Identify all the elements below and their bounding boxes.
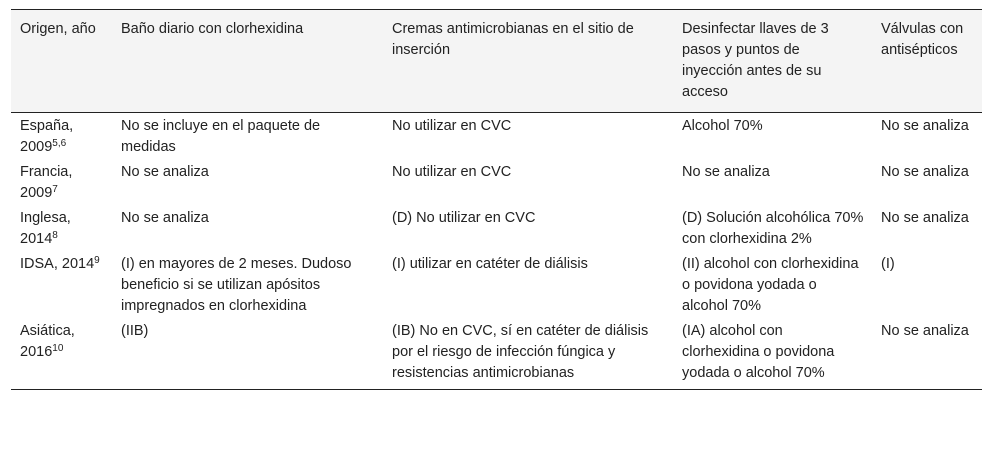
valves-cell: No se analiza: [881, 118, 969, 134]
reference-superscript: 9: [94, 255, 100, 266]
table-row: [11, 252, 982, 319]
table-body: [11, 113, 982, 390]
header-row: [11, 10, 982, 113]
header-valves: Válvulas con antisépticos: [872, 10, 982, 113]
creams-cell: No utilizar en CVC: [392, 164, 512, 180]
reference-superscript: 8: [52, 230, 58, 241]
origin-cell: [11, 160, 112, 206]
creams-cell: (D) No utilizar en CVC: [392, 210, 536, 226]
bath-cell: (IIB): [112, 319, 383, 390]
table-row: [11, 113, 982, 161]
creams-cell: No utilizar en CVC: [392, 118, 512, 134]
origin-cell: [11, 206, 112, 252]
creams-cell: (IB) No en CVC, sí en catéter de diálisis por el riesgo de infección fúngica y resistencias antimicrobianas: [383, 319, 673, 390]
bath-cell: No se incluye en el paquete de medidas: [121, 118, 321, 155]
table-row: [11, 160, 982, 206]
header-origin: Origen, año: [11, 10, 112, 113]
bath-cell: No se analiza: [121, 210, 209, 226]
origin-text: IDSA, 2014: [20, 256, 95, 272]
valves-cell: No se analiza: [872, 319, 982, 390]
valves-cell: (I): [881, 256, 895, 272]
table-row: [11, 319, 982, 390]
origin-cell: [11, 113, 112, 161]
reference-superscript: 5,6: [52, 138, 67, 149]
disinfect-cell: (IA) alcohol con clorhexidina o povidona yodada o alcohol 70%: [673, 319, 872, 390]
origin-text: Francia, 2009: [20, 164, 73, 201]
origin-text: Asiática, 2016: [20, 323, 75, 360]
origin-text: España, 2009: [20, 118, 74, 155]
creams-cell: (I) utilizar en catéter de diálisis: [392, 256, 588, 272]
table-header: [11, 10, 982, 113]
disinfect-cell: (II) alcohol con clorhexidina o povidona yodada o alcohol 70%: [682, 256, 859, 314]
reference-superscript: 7: [52, 184, 58, 195]
guidelines-comparison-table: [11, 9, 982, 390]
valves-cell: No se analiza: [881, 164, 969, 180]
header-creams: Cremas antimicrobianas en el sitio de inserción: [383, 10, 673, 113]
reference-superscript: 10: [52, 343, 64, 354]
disinfect-cell: No se analiza: [682, 164, 770, 180]
origin-cell: [11, 252, 112, 319]
disinfect-cell: Alcohol 70%: [682, 118, 763, 134]
origin-cell: [11, 319, 112, 390]
header-disinfect: Desinfectar llaves de 3 pasos y puntos de inyección antes de su acceso: [673, 10, 872, 113]
origin-text: Inglesa, 2014: [20, 210, 71, 247]
bath-cell: No se analiza: [121, 164, 209, 180]
valves-cell: No se analiza: [881, 210, 969, 226]
header-bath: Baño diario con clorhexidina: [112, 10, 383, 113]
disinfect-cell: (D) Solución alcohólica 70% con clorhexidina 2%: [682, 210, 864, 247]
table-row: [11, 206, 982, 252]
guidelines-table-container: [11, 9, 982, 390]
bath-cell: (I) en mayores de 2 meses. Dudoso beneficio si se utilizan apósitos impregnados en clorhexidina: [121, 256, 352, 314]
